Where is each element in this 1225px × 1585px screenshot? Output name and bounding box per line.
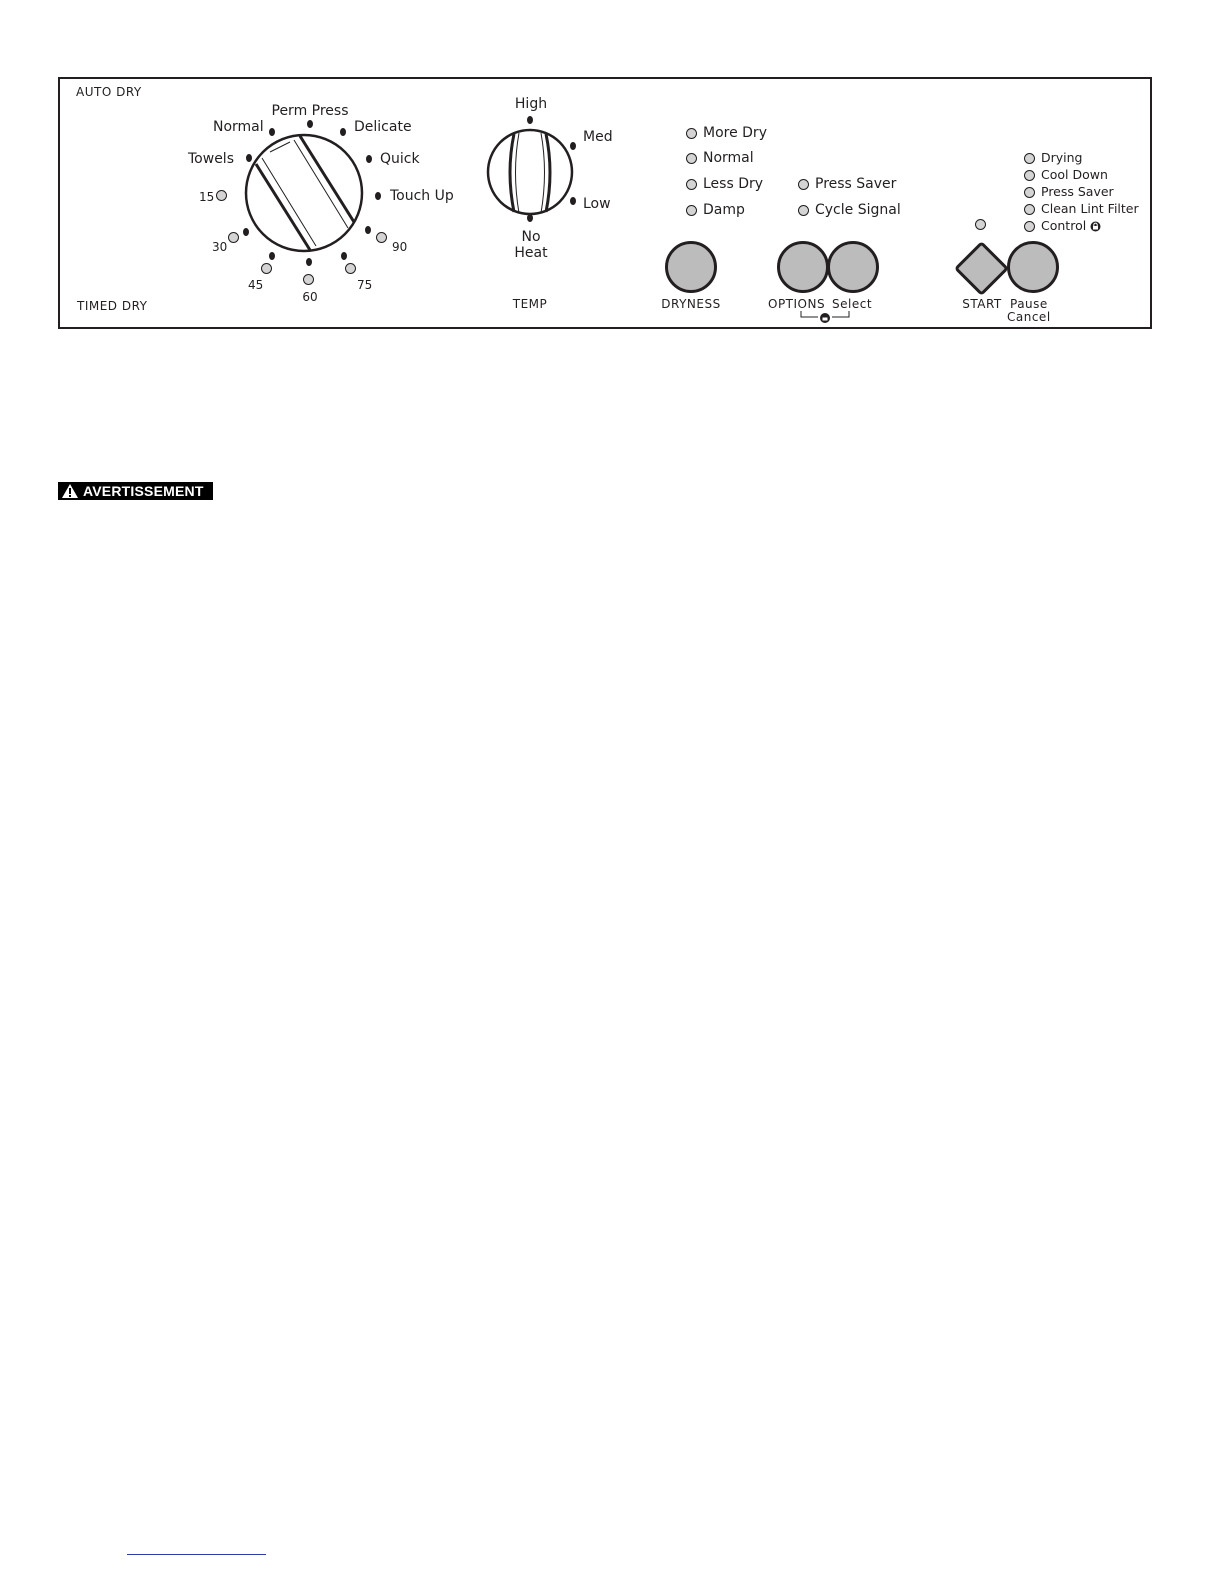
led-indicator: [686, 153, 697, 164]
dryness-option-label: More Dry: [703, 125, 767, 141]
status-label: Cool Down: [1041, 167, 1108, 182]
tick-30: [243, 228, 249, 236]
timed-label-75: 75: [357, 278, 373, 292]
pause-cancel-button[interactable]: [1007, 241, 1059, 293]
tick-low: [570, 197, 576, 205]
start-indicator-led: [975, 219, 986, 230]
temp-label-heat: Heat: [514, 245, 548, 261]
led-60: [303, 274, 314, 285]
warning-badge: [58, 482, 213, 500]
led-45: [261, 263, 272, 274]
status-label: Drying: [1041, 150, 1083, 165]
options-button[interactable]: [777, 241, 829, 293]
select-button[interactable]: [827, 241, 879, 293]
dryness-option-label: Less Dry: [703, 176, 764, 192]
dryness-option-normal: [686, 151, 754, 165]
tick-no-heat: [527, 214, 533, 222]
tick-towels: [246, 154, 252, 162]
temp-label: TEMP: [512, 297, 548, 311]
tick-quick: [366, 155, 372, 163]
led-30: [228, 232, 239, 243]
dryness-option-less-dry: [686, 177, 763, 191]
led-indicator: [1024, 187, 1035, 198]
option-label: Press Saver: [815, 176, 897, 192]
lock-icon: [1090, 221, 1101, 232]
timed-label-15: 15: [199, 190, 215, 204]
timed-label-90: 90: [392, 240, 408, 254]
auto-dry-label: AUTO DRY: [76, 85, 142, 99]
cancel-label: Cancel: [1007, 310, 1051, 324]
led-indicator: [1024, 170, 1035, 181]
option-label: Cycle Signal: [815, 202, 901, 218]
status-cool-down: [1024, 169, 1108, 182]
dryness-button[interactable]: [665, 241, 717, 293]
timed-label-60: 60: [302, 290, 318, 304]
options-lock-bracket: [800, 311, 850, 325]
status-drying: [1024, 152, 1083, 165]
status-label: Control: [1041, 218, 1087, 233]
temp-label-high: High: [514, 96, 548, 112]
timed-label-45: 45: [248, 278, 264, 292]
warning-triangle-icon: [61, 483, 79, 499]
cycle-label-normal: Normal: [213, 119, 264, 135]
tick-high: [527, 116, 533, 124]
select-button-label: Select: [832, 297, 873, 311]
status-label: Press Saver: [1041, 184, 1114, 199]
led-indicator: [798, 205, 809, 216]
status-press-saver: [1024, 186, 1114, 199]
led-75: [345, 263, 356, 274]
tick-touch-up: [375, 192, 381, 200]
cycle-label-touch-up: Touch Up: [390, 188, 454, 204]
led-indicator: [798, 179, 809, 190]
option-press-saver: [798, 177, 896, 191]
temp-label-no: No: [521, 229, 541, 245]
tick-75: [341, 252, 347, 260]
timed-dry-label: TIMED DRY: [77, 299, 148, 313]
led-indicator: [1024, 221, 1035, 232]
footer-link-underline[interactable]: [127, 1554, 266, 1555]
dryness-button-label: DRYNESS: [661, 297, 721, 311]
cycle-label-delicate: Delicate: [354, 119, 412, 135]
status-clean-lint-filter: [1024, 203, 1139, 216]
led-indicator: [686, 205, 697, 216]
temp-label-med: Med: [583, 129, 613, 145]
cycle-label-towels: Towels: [188, 151, 234, 167]
temperature-dial[interactable]: [486, 126, 576, 220]
option-cycle-signal: [798, 203, 901, 217]
tick-med: [570, 142, 576, 150]
timed-label-30: 30: [212, 240, 228, 254]
led-90: [376, 232, 387, 243]
led-indicator: [1024, 153, 1035, 164]
cycle-label-quick: Quick: [380, 151, 420, 167]
temp-label-low: Low: [583, 196, 611, 212]
tick-perm-press: [307, 120, 313, 128]
status-control-lock: [1024, 220, 1101, 233]
dryness-option-label: Normal: [703, 150, 754, 166]
warning-label: AVERTISSEMENT: [83, 483, 204, 499]
led-15: [216, 190, 227, 201]
start-button-label: START: [962, 297, 1002, 311]
tick-normal: [269, 128, 275, 136]
tick-90: [365, 226, 371, 234]
options-button-label: OPTIONS: [768, 297, 826, 311]
led-indicator: [686, 128, 697, 139]
led-indicator: [1024, 204, 1035, 215]
dryness-option-label: Damp: [703, 202, 745, 218]
cycle-selector-dial[interactable]: [240, 130, 370, 260]
tick-60: [306, 258, 312, 266]
status-label: Clean Lint Filter: [1041, 201, 1139, 216]
tick-45: [269, 252, 275, 260]
dryness-option-damp: [686, 203, 745, 217]
led-indicator: [686, 179, 697, 190]
cycle-label-perm-press: Perm Press: [271, 103, 349, 119]
dryness-option-more-dry: [686, 126, 767, 140]
tick-delicate: [340, 128, 346, 136]
pause-label: Pause: [1010, 297, 1048, 311]
